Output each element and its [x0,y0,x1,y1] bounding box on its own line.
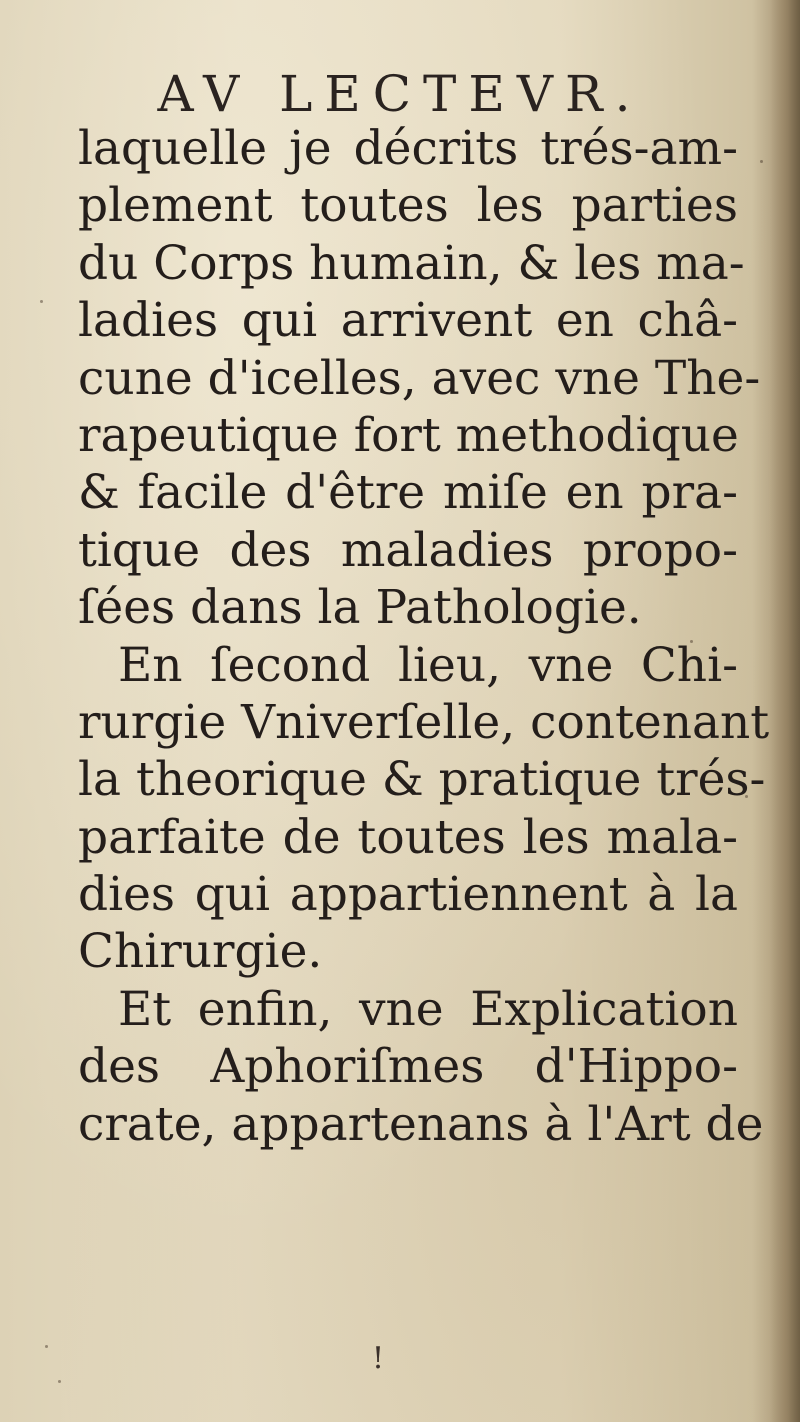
text-line: rapeutique fort methodique [78,407,739,463]
text-line: ladies qui arrivent en châ- [78,293,738,349]
running-header: AV LECTEVR. [157,65,643,123]
text-line: parfaite de toutes les mala- [78,809,738,865]
paper-speck [690,640,693,643]
text-line: ſées dans la Pathologie. [78,580,642,636]
page-gutter-shadow [770,0,800,1422]
paper-speck [58,1380,61,1383]
signature-mark: ! [372,1341,385,1376]
text-line: Chirurgie. [78,924,323,980]
body-text [78,120,770,1153]
text-line: plement toutes les parties [78,178,738,234]
text-line: dies qui appartiennent à la [78,867,738,923]
text-line: & facile d'être miſe en pra- [78,465,738,521]
text-line: tique des maladies propo- [78,522,738,578]
paper-speck [40,300,43,303]
text-line: la theorique & pratique trés- [78,752,766,808]
paper-speck [760,160,763,163]
paper-speck [745,795,748,798]
text-line: crate, appartenans à l'Art de [78,1096,764,1152]
paper-speck [45,1345,48,1348]
paragraph-start-line: Et enfin, vne Explication [118,981,738,1037]
text-line: du Corps humain, & les ma- [78,235,745,291]
text-line: rurgie Vniverſelle, contenant [78,694,770,750]
text-line: des Aphoriſmes d'Hippo- [78,1039,738,1095]
text-line: laquelle je décrits trés-am- [78,121,738,176]
text-line: cune d'icelles, avec vne The- [78,350,761,406]
paragraph-start-line: En ſecond lieu, vne Chi- [118,637,738,693]
